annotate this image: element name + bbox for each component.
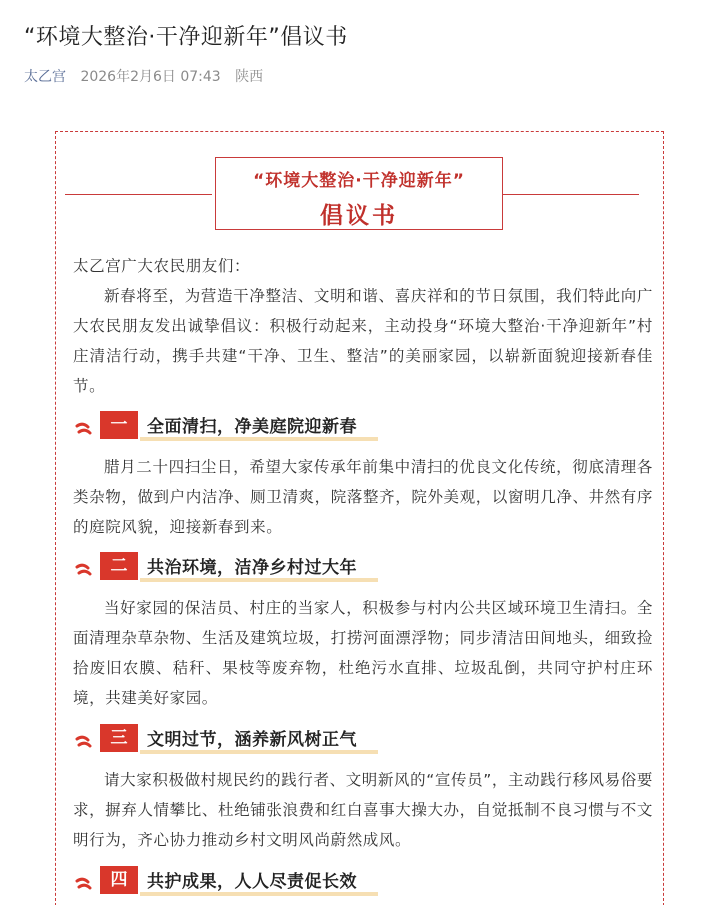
section-title: 共护成果，人人尽责促长效	[147, 872, 357, 892]
publish-location: 陕西	[235, 69, 264, 85]
section-title: 共治环境，洁净乡村过大年	[147, 558, 357, 578]
proposal-header	[215, 157, 503, 230]
section-number: 四	[100, 866, 138, 894]
header-divider-left	[65, 194, 212, 195]
proposal-title: 倡议书	[320, 203, 398, 229]
publish-date: 2026年2月6日 07:43	[80, 69, 221, 85]
section-title: 全面清扫，净美庭院迎新春	[147, 417, 357, 437]
header-divider-right	[503, 194, 639, 195]
heading-underline	[140, 437, 378, 441]
quote-marks-icon	[75, 417, 97, 437]
section-number: 二	[100, 552, 138, 580]
section-heading-1	[75, 411, 385, 441]
article-meta	[24, 66, 263, 86]
section-heading-4	[75, 866, 385, 896]
section-number: 三	[100, 724, 138, 752]
section-heading-2	[75, 552, 385, 582]
article-title: “环境大整治·干净迎新年”倡议书	[24, 25, 348, 50]
quote-marks-icon	[75, 730, 97, 750]
proposal-subtitle: “环境大整治·干净迎新年”	[253, 171, 465, 191]
intro-paragraph: 新春将至，为营造干净整洁、文明和谐、喜庆祥和的节日氛围，我们特此向广大农民朋友发出诚挚倡议：积极行动起来，主动投身“环境大整治·干净迎新年”村庄清洁行动，携手共建“干净、卫生、整洁”的美丽家园，以崭新面貌迎接新春佳节。	[73, 287, 653, 395]
author-link[interactable]: 太乙宫	[24, 69, 66, 85]
quote-marks-icon	[75, 872, 97, 892]
section-title: 文明过节，涵养新风树正气	[147, 730, 357, 750]
quote-marks-icon	[75, 558, 97, 578]
section-body-1: 腊月二十四扫尘日，希望大家传承年前集中清扫的优良文化传统，彻底清理各类杂物，做到户内洁净、厕卫清爽，院落整齐，院外美观，以窗明几净、井然有序的庭院风貌，迎接新春到来。	[73, 458, 653, 536]
section-body-2: 当好家园的保洁员、村庄的当家人，积极参与村内公共区域环境卫生清扫。全面清理杂草杂物、生活及建筑垃圾，打捞河面漂浮物；同步清洁田间地头，细致捡拾废旧农膜、秸秆、果枝等废弃物，杜绝污水直排、垃圾乱倒，共同守护村庄环境，共建美好家园。	[73, 599, 653, 707]
section-number: 一	[100, 411, 138, 439]
section-heading-3	[75, 724, 385, 754]
heading-underline	[140, 578, 378, 582]
section-body-3: 请大家积极做村规民约的践行者、文明新风的“宣传员”，主动践行移风易俗要求，摒弃人情攀比、杜绝铺张浪费和红白喜事大操大办，自觉抵制不良习惯与不文明行为，齐心协力推动乡村文明风尚蔚然成风。	[73, 771, 653, 849]
heading-underline	[140, 892, 378, 896]
greeting-text: 太乙宫广大农民朋友们：	[73, 257, 251, 275]
heading-underline	[140, 750, 378, 754]
